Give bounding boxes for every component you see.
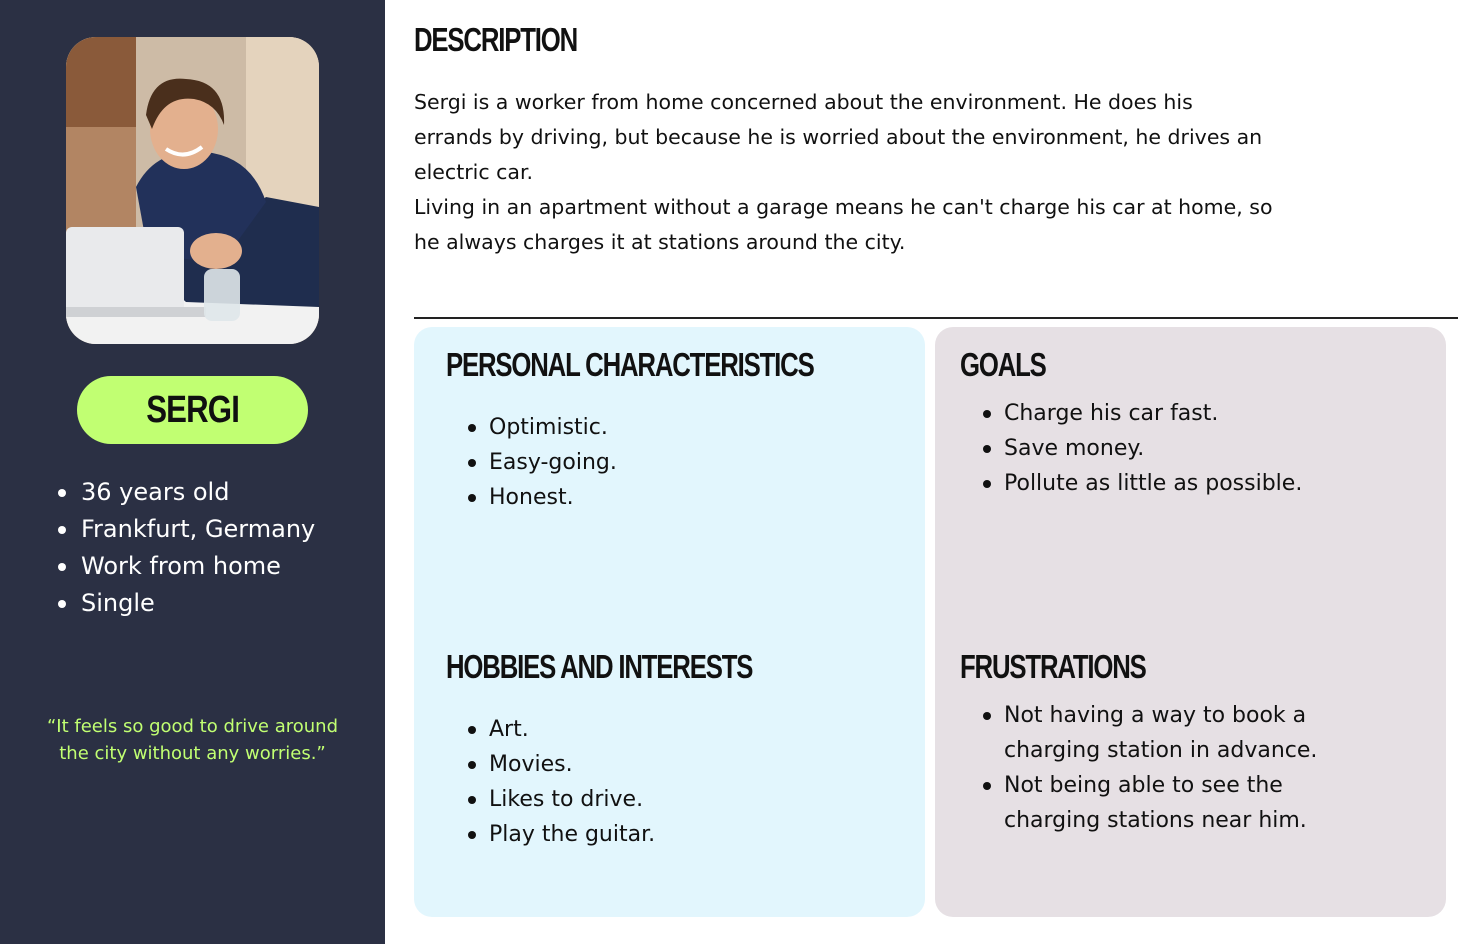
list-item: Art. bbox=[489, 712, 655, 747]
personal-characteristics-heading: PERSONAL CHARACTERISTICS bbox=[446, 346, 814, 383]
list-item: Save money. bbox=[1004, 431, 1424, 466]
list-item: Not being able to see the charging stations near him. bbox=[1004, 768, 1334, 838]
list-item: Movies. bbox=[489, 747, 655, 782]
fact-location: Frankfurt, Germany bbox=[81, 511, 315, 548]
list-item: Optimistic. bbox=[489, 410, 617, 445]
frustrations-list bbox=[1004, 698, 1334, 838]
description-heading: DESCRIPTION bbox=[414, 21, 578, 58]
list-item: Honest. bbox=[489, 480, 617, 515]
hobbies-list bbox=[489, 712, 655, 852]
persona-name-badge bbox=[77, 376, 308, 444]
fact-relationship: Single bbox=[81, 585, 315, 622]
persona-sidebar bbox=[0, 0, 385, 944]
description-paragraph-2: Living in an apartment without a garage means he can't charge his car at home, so he always charges it at stations around the city. bbox=[414, 195, 1273, 254]
goals-list bbox=[1004, 396, 1424, 501]
list-item: Easy-going. bbox=[489, 445, 617, 480]
fact-work: Work from home bbox=[81, 548, 315, 585]
list-item: Pollute as little as possible. bbox=[1004, 466, 1424, 501]
section-divider bbox=[414, 317, 1458, 319]
persona-photo bbox=[66, 37, 319, 344]
list-item: Likes to drive. bbox=[489, 782, 655, 817]
persona-facts-list bbox=[56, 474, 315, 622]
hobbies-heading: HOBBIES AND INTERESTS bbox=[446, 648, 753, 685]
goals-heading: GOALS bbox=[960, 346, 1046, 383]
fact-age: 36 years old bbox=[81, 474, 315, 511]
frustrations-heading: FRUSTRATIONS bbox=[960, 648, 1146, 685]
personal-characteristics-list bbox=[489, 410, 617, 515]
persona-quote: “It feels so good to drive around the city without any worries.” bbox=[46, 716, 339, 764]
persona-name: SERGI bbox=[146, 388, 239, 431]
list-item: Not having a way to book a charging station in advance. bbox=[1004, 698, 1334, 768]
description-text bbox=[414, 85, 1274, 260]
description-paragraph-1: Sergi is a worker from home concerned about the environment. He does his errands by driving, but because he is worried about the environment, he drives an electric car. bbox=[414, 90, 1263, 184]
list-item: Play the guitar. bbox=[489, 817, 655, 852]
list-item: Charge his car fast. bbox=[1004, 396, 1424, 431]
